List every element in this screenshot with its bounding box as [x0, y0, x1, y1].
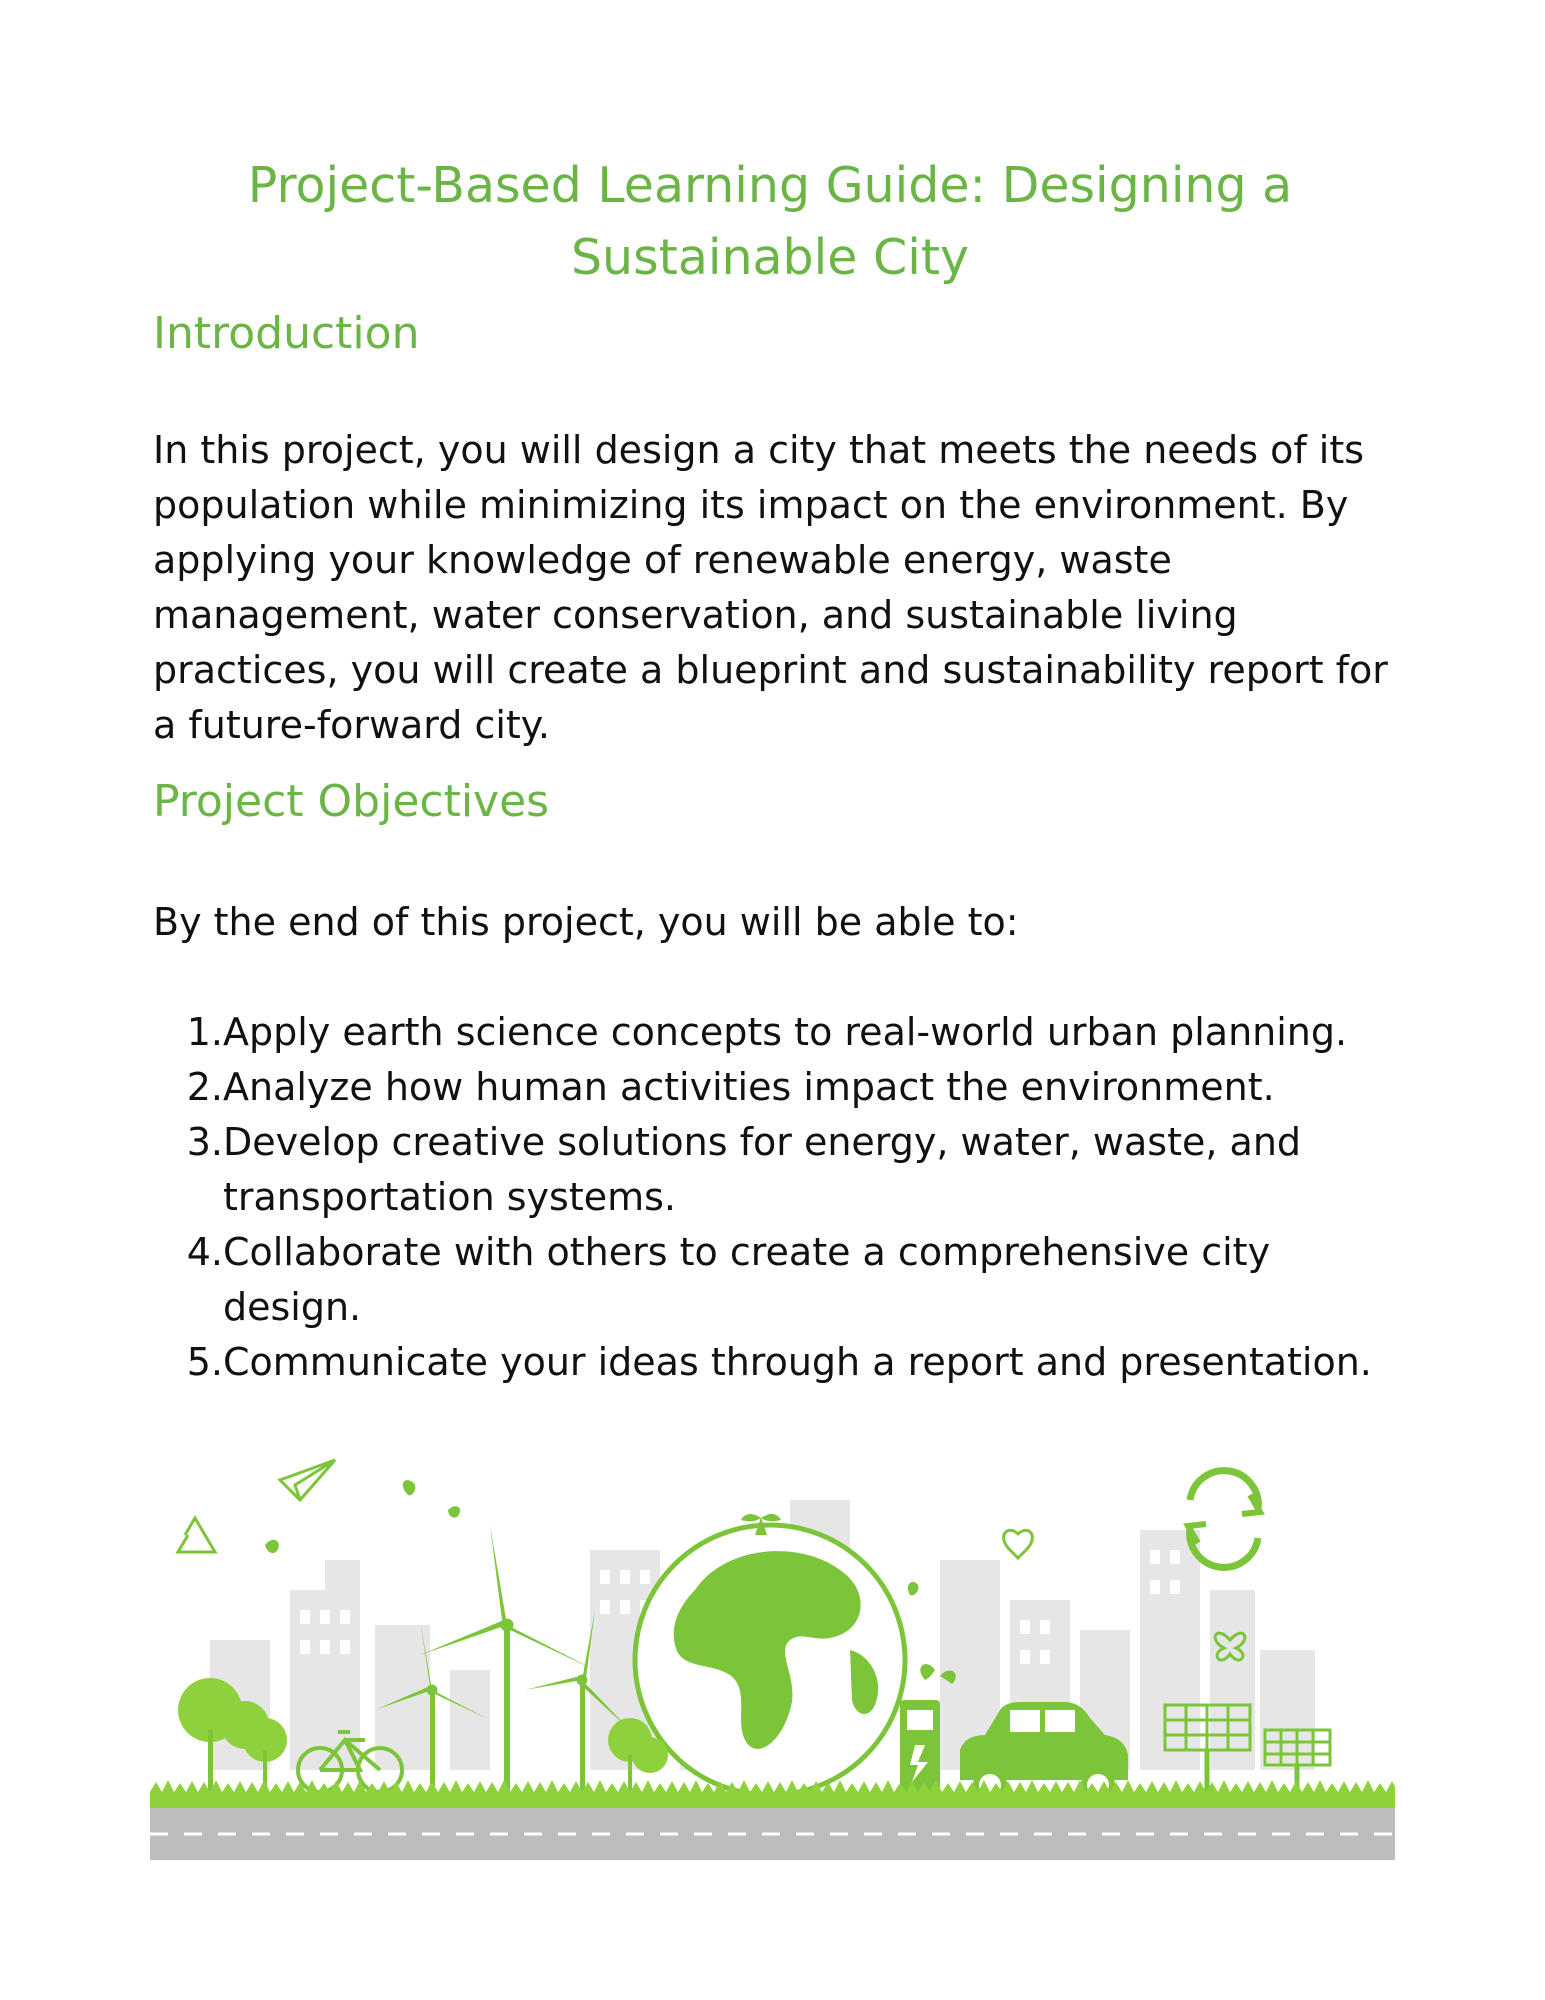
objective-text: Collaborate with others to create a comprehensive city design.	[223, 1230, 1271, 1329]
objective-number: 1.	[186, 1010, 223, 1054]
sustainable-city-illustration	[150, 1440, 1395, 1860]
objective-number: 3.	[186, 1120, 223, 1164]
objective-item	[153, 1225, 1393, 1335]
recycle-icon	[178, 1518, 215, 1552]
road	[150, 1808, 1395, 1860]
refresh-cycle-icon	[1188, 1471, 1260, 1568]
objective-item	[153, 1005, 1393, 1060]
objective-text: Communicate your ideas through a report and presentation.	[223, 1340, 1372, 1384]
objective-item	[153, 1060, 1393, 1115]
objective-number: 5.	[186, 1340, 223, 1384]
objectives-list	[153, 1005, 1393, 1390]
objective-text: Apply earth science concepts to real-world urban planning.	[223, 1010, 1348, 1054]
heart-leaf-icon	[1004, 1530, 1033, 1558]
objective-number: 2.	[186, 1065, 223, 1109]
introduction-heading: Introduction	[153, 308, 420, 359]
objective-text: Analyze how human activities impact the environment.	[223, 1065, 1275, 1109]
introduction-paragraph: In this project, you will design a city that meets the needs of its population while minimizing its impact on the environment. By applying your knowledge of renewable energy, waste management, water conservation, and sustainable living practices, you will create a blueprint and sustainability report for a future-forward city.	[153, 428, 1388, 747]
page-title: Project-Based Learning Guide: Designing a Sustainable City	[247, 157, 1293, 286]
objective-number: 4.	[186, 1230, 223, 1274]
objective-item	[153, 1115, 1393, 1225]
globe-icon	[635, 1514, 905, 1795]
paper-plane-icon	[280, 1460, 335, 1500]
objective-item	[153, 1335, 1393, 1390]
objectives-heading: Project Objectives	[153, 776, 550, 827]
objectives-lead: By the end of this project, you will be able to:	[153, 900, 1019, 944]
objective-text: Develop creative solutions for energy, water, waste, and transportation systems.	[223, 1120, 1302, 1219]
